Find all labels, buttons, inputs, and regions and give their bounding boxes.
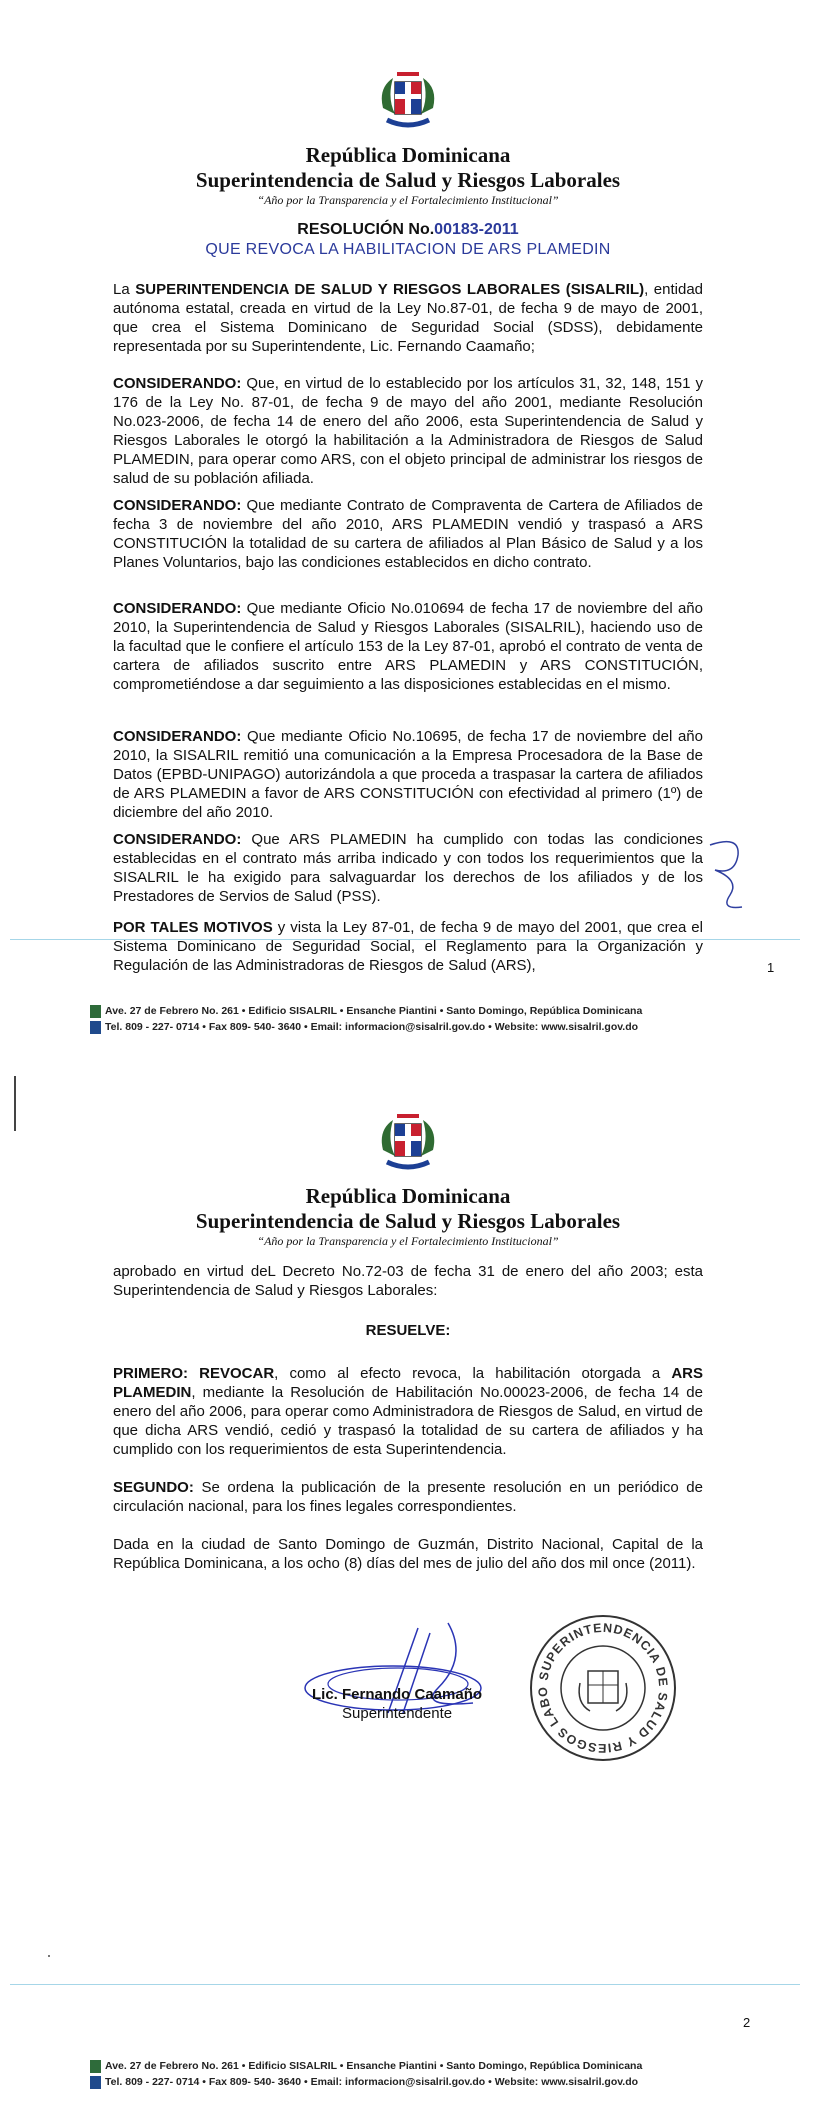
resolution-number: 00183-2011 (434, 221, 519, 238)
scan-margin-mark (14, 1076, 16, 1131)
seal-text: SUPERINTENDENCIA DE SALUD Y RIESGOS LABO (535, 1620, 671, 1756)
resolution-subtitle: QUE REVOCA LA HABILITACION DE ARS PLAMEDIN (205, 241, 611, 258)
initials-signature (700, 835, 750, 920)
considerando-4 (113, 727, 703, 822)
segundo-paragraph (113, 1478, 703, 1516)
coat-of-arms-icon (373, 68, 443, 138)
considerando-text: Que mediante Contrato de Compraventa de Cartera de Afiliados de fecha 3 de noviembre del año 2010, ARS PLAMEDIN vendió y traspasó a ARS CONSTITUCIÓN la totalidad de su cartera de afiliados al Plan Básico de Salud y a los Planes Voluntarios, bajo las condiciones establecidos en dicho contrato. (113, 497, 703, 571)
signer-block (312, 1685, 482, 1723)
footer-green-mark (90, 2060, 101, 2073)
letterhead (0, 1184, 816, 1249)
continuation-paragraph: aprobado en virtud deL Decreto No.72-03 de fecha 31 de enero del año 2003; esta Superintendencia de Salud y Riesgos Laborales: (113, 1263, 703, 1299)
considerando-label: CONSIDERANDO: (113, 600, 242, 617)
letterhead (0, 143, 816, 208)
page-divider (10, 939, 800, 940)
country-name: República Dominicana (305, 143, 511, 167)
primero-text: , como al efecto revoca, la habilitación otorgada a (274, 1365, 672, 1382)
footer-contact: Tel. 809 - 227- 0714 • Fax 809- 540- 3640 • Email: informacion@sisalril.gov.do • Website: www.sisalril.gov.do (105, 2076, 639, 2088)
considerando-text: Que, en virtud de lo establecido por los artículos 31, 32, 148, 151 y 176 de la Ley No. 87-01, de fecha 9 de mayo del año 2001, mediante Resolución No.023-2006, de fecha 14 de enero del año 2006, esta Superintendencia de Salud y Riesgos Laborales le otorgó la habilitación a la Administradora de Riesgos de Salud PLAMEDIN, para operar como ARS, con el objeto principal de administrar los riesgos de salud de su población afiliada. (113, 375, 703, 487)
resolution-prefix: RESOLUCIÓN No. (297, 221, 435, 238)
considerando-text: Que ARS PLAMEDIN ha cumplido con todas las condiciones establecidas en el contrato más arriba indicado y con todos los requerimientos que la SISALRIL le ha exigido para salvaguardar los derechos de los afiliados y de los Prestadores de Servios de Salud (PSS). (113, 831, 703, 905)
footer-blue-mark (90, 1021, 101, 1034)
page-number: 2 (743, 2015, 751, 2030)
footer-address: Ave. 27 de Febrero No. 261 • Edificio SISALRIL • Ensanche Piantini • Santo Domingo, República Dominicana (105, 1005, 643, 1017)
page-1 (0, 0, 816, 1058)
footer (90, 2058, 740, 2090)
intro-paragraph (113, 280, 703, 356)
primero-paragraph (113, 1364, 703, 1459)
institution-name: Superintendencia de Salud y Riesgos Laborales (195, 168, 621, 192)
institution-name: Superintendencia de Salud y Riesgos Laborales (195, 1209, 621, 1233)
por-tales-label: POR TALES MOTIVOS (113, 919, 273, 936)
resuelve-heading: RESUELVE: (365, 1322, 451, 1339)
footer-address: Ave. 27 de Febrero No. 261 • Edificio SISALRIL • Ensanche Piantini • Santo Domingo, República Dominicana (105, 2060, 643, 2072)
svg-text:SUPERINTENDENCIA DE SALUD Y RI (528, 1613, 670, 1755)
institutional-seal (528, 1613, 678, 1768)
considerando-label: CONSIDERANDO: (113, 831, 242, 848)
considerando-5 (113, 830, 703, 906)
considerando-label: CONSIDERANDO: (113, 728, 242, 745)
page-number: 1 (767, 960, 775, 975)
intro-entity: SUPERINTENDENCIA DE SALUD Y RIESGOS LABORALES (SISALRIL) (135, 281, 645, 298)
considerando-text: Que mediante Oficio No.010694 de fecha 17 de noviembre del año 2010, la Superintendencia de Salud y Riesgos Laborales (SISALRIL), haciendo uso de la facultad que le confiere el artículo 153 de la Ley 87-01, aprobó el contrato de venta de cartera de afiliados suscrito entre ARS PLAMEDIN y ARS CONSTITUCIÓN, comprometiéndose a dar seguimiento a las disposiciones establecidas en el mismo. (113, 600, 703, 693)
considerando-text: Que mediante Oficio No.10695, de fecha 17 de noviembre del año 2010, la SISALRIL remitió una comunicación a la Empresa Procesadora de la Base de Datos (EPBD-UNIPAGO) autorizándola a que proceda a traspasar la cartera de afiliados de ARS PLAMEDIN a favor de ARS CONSTITUCIÓN con efectividad al primero (1º) de diciembre del año 2010. (113, 728, 703, 821)
considerando-2 (113, 496, 703, 572)
considerando-label: CONSIDERANDO: (113, 375, 242, 392)
footer-green-mark (90, 1005, 101, 1018)
footer-blue-mark (90, 2076, 101, 2089)
institutional-motto: “Año por la Transparencia y el Fortalecimiento Institucional” (257, 193, 559, 207)
segundo-text: Se ordena la publicación de la presente resolución en un periódico de circulación nacional, para los fines legales correspondientes. (113, 1479, 703, 1515)
dada-paragraph: Dada en la ciudad de Santo Domingo de Guzmán, Distrito Nacional, Capital de la República Dominicana, a los ocho (8) días del mes de julio del año dos mil once (2011). (113, 1536, 703, 1572)
considerando-label: CONSIDERANDO: (113, 497, 242, 514)
por-tales-text: y vista la Ley 87-01, de fecha 9 de mayo del 2001, que crea el Sistema Dominicano de Seguridad Social, el Reglamento para la Organización y Regulación de las Administradoras de Riesgos de Salud (ARS), (113, 919, 703, 974)
margin-dot (48, 1955, 50, 1957)
por-tales-motivos (113, 918, 703, 975)
page-2 (0, 1058, 816, 2116)
signer-title: Superintendente (342, 1705, 453, 1722)
institutional-motto: “Año por la Transparencia y el Fortalecimiento Institucional” (257, 1234, 559, 1248)
intro-text: , entidad autónoma estatal, creada en virtud de la Ley No.87-01, de fecha 9 de mayo de 2001, que crea el Sistema Dominicano de Seguridad Social (SDSS), debidamente representada por su Superintendente, Lic. Fernando Caamaño; (113, 281, 703, 355)
resolution-title (0, 220, 816, 239)
intro-lead: La (113, 281, 136, 298)
considerando-3 (113, 599, 703, 694)
primero-label: PRIMERO: REVOCAR (113, 1365, 275, 1382)
footer-contact: Tel. 809 - 227- 0714 • Fax 809- 540- 3640 • Email: informacion@sisalril.gov.do • Website: www.sisalril.gov.do (105, 1021, 639, 1033)
page-divider (10, 1984, 800, 1985)
coat-of-arms-icon (373, 1110, 443, 1180)
considerando-1 (113, 374, 703, 488)
footer (90, 1003, 740, 1035)
primero-entity: ARS PLAMEDIN (113, 1365, 703, 1401)
primero-text-rest: , mediante la Resolución de Habilitación No.00023-2006, de fecha 14 de enero del año 2006, para operar como Administradora de Riesgos de Salud, en virtud de que dicha ARS vendió, cedió y traspasó la totalidad de su cartera de afiliados y ha cumplido con los requerimientos de esta Superintendencia. (113, 1384, 703, 1458)
country-name: República Dominicana (305, 1184, 511, 1208)
signer-name: Lic. Fernando Caamaño (312, 1686, 483, 1703)
segundo-label: SEGUNDO: (113, 1479, 194, 1496)
